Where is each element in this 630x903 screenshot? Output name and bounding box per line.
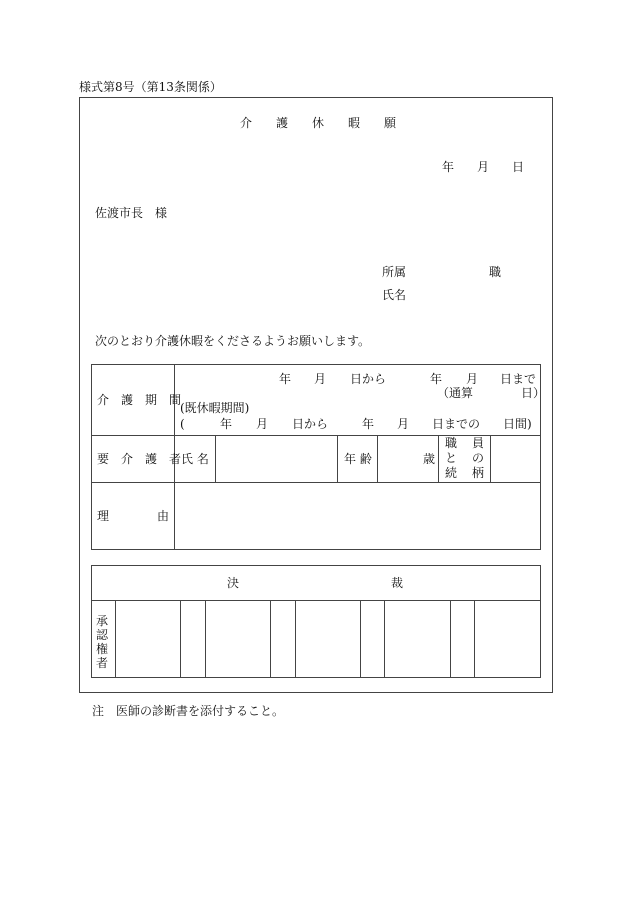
past-month1: 月 <box>256 417 269 431</box>
stamp-divider <box>474 600 475 678</box>
decision-header-left: 決 <box>227 576 240 590</box>
reason-field[interactable] <box>175 483 540 549</box>
past-month2: 月 <box>397 417 410 431</box>
past-paren-open: ( <box>180 417 185 431</box>
addressee: 佐渡市長 様 <box>95 206 168 220</box>
form-title: 介 護 休 暇 願 <box>240 116 397 130</box>
request-text: 次のとおり介護休暇をくださるようお願いします。 <box>95 334 371 348</box>
recipient-age-label: 年 齢 <box>344 452 372 466</box>
relation-char: の <box>472 451 485 465</box>
decision-header-right: 裁 <box>391 576 404 590</box>
form-number: 様式第8号（第13条関係） <box>79 80 222 94</box>
stamp-divider <box>384 600 385 678</box>
stamp-divider <box>295 600 296 678</box>
period-year1: 年 <box>279 372 292 386</box>
affiliation-label: 所属 <box>382 265 407 279</box>
recipient-name-label: 氏 名 <box>181 452 209 466</box>
reason-label: 理 由 <box>97 509 170 523</box>
footnote: 注 医師の診断書を添付すること。 <box>92 704 285 718</box>
approver-label: 承認権者 <box>95 614 108 670</box>
period-total-days: （通算 日） <box>437 386 546 400</box>
relation-divider-right <box>490 435 491 482</box>
age-label-divider-right <box>377 435 378 482</box>
date-year-label: 年 <box>442 160 455 174</box>
past-leave-label: (既休暇期間) <box>180 401 250 415</box>
period-year2: 年 <box>430 372 443 386</box>
past-year1: 年 <box>220 417 233 431</box>
past-year2: 年 <box>362 417 375 431</box>
relation-char: 続 <box>445 466 458 480</box>
care-period-label: 介 護 期 間 <box>97 393 182 407</box>
relation-char: 柄 <box>472 466 485 480</box>
care-recipient-label: 要 介 護 者 <box>97 452 182 466</box>
period-month1: 月 <box>314 372 327 386</box>
relation-divider-left <box>438 435 439 482</box>
applicant-name-label: 氏名 <box>382 288 407 302</box>
position-label: 職 <box>489 265 502 279</box>
stamp-divider <box>360 600 361 678</box>
relation-char: 職 <box>445 436 458 450</box>
name-value-divider <box>215 435 216 482</box>
age-unit: 歳 <box>423 452 436 466</box>
past-from: 日から <box>292 417 329 431</box>
date-day-label: 日 <box>512 160 525 174</box>
approver-label-divider <box>115 600 116 678</box>
relation-char: 員 <box>472 436 485 450</box>
relation-char: と <box>445 451 458 465</box>
stamp-divider <box>450 600 451 678</box>
period-month2: 月 <box>466 372 479 386</box>
age-label-divider-left <box>337 435 338 482</box>
date-month-label: 月 <box>477 160 490 174</box>
stamp-divider <box>270 600 271 678</box>
stamp-divider <box>205 600 206 678</box>
period-from: 日から <box>350 372 387 386</box>
past-days: 日間) <box>503 417 532 431</box>
stamp-divider <box>180 600 181 678</box>
past-until: 日までの <box>432 417 481 431</box>
period-until: 日まで <box>500 372 537 386</box>
